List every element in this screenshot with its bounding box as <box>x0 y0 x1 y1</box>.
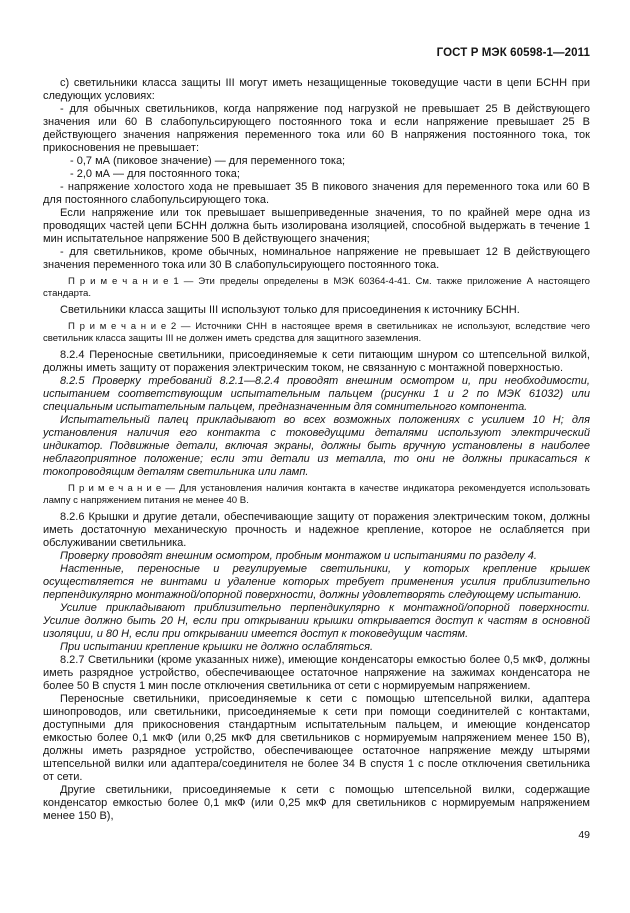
paragraph: Светильники класса защиты III используют только для присоединения к источнику БСНН. <box>60 304 520 316</box>
paragraph: Если напряжение или ток превышает вышеприведенные значения, то по крайней мере одна из проводящих частей цепи БСНН должна быть изолирована изоляцией, способной выдержать в течение 1 мин испытательное напряжение 500 В действующего значения; <box>43 207 590 245</box>
paragraph: - 2,0 мА — для постоянного тока; <box>70 168 240 180</box>
paragraph: - напряжение холостого хода не превышает 35 В пикового значения для переменного тока или 60 В для постоянного слабопульсирующего тока. <box>43 181 590 206</box>
document-body <box>43 77 590 823</box>
paragraph: - 0,7 мА (пиковое значение) — для переменного тока; <box>70 155 346 167</box>
paragraph: Другие светильники, присоединяемые к сети с помощью штепсельной вилки, содержащие конденсатор емкостью более 0,1 мкФ (или 0,25 мкФ для светильников с нормируемым напряжением менее 150 В), <box>43 784 590 822</box>
document-header <box>43 47 590 59</box>
paragraph: П р и м е ч а н и е — Для установления наличия контакта в качестве индикатора рекомендуется использовать лампу с напряжением питания не менее 40 В. <box>43 483 590 506</box>
paragraph: с) светильники класса защиты III могут иметь незащищенные токоведущие части в цепи БСНН при следующих условиях: <box>43 77 590 102</box>
paragraph: При испытании крепление крышки не должно ослабляться. <box>60 641 374 653</box>
paragraph: П р и м е ч а н и е 2 — Источники СНН в настоящее время в светильниках не используют, вследствие чего светильник класса защиты III не должен иметь средства для защитного заземления. <box>43 321 590 344</box>
paragraph: - для обычных светильников, когда напряжение под нагрузкой не превышает 25 В действующего значения или 60 В слабопульсирующего постоянного тока и если напряжение превышает 25 В действующего значения напряжения переменного тока или 60 В напряжения постоянного тока, ток прикосновения не превышает: <box>43 103 590 154</box>
paragraph: 8.2.7 Светильники (кроме указанных ниже), имеющие конденсаторы емкостью более 0,5 мкФ, должны иметь разрядное устройство, обеспечивающее остаточное напряжение на зажимах конденсатора не более 50 В спустя 1 мин после отключения светильника от сети с нормируемым напряжением. <box>43 654 590 692</box>
paragraph: 8.2.5 Проверку требований 8.2.1—8.2.4 проводят внешним осмотром и, при необходимости, испытанием соответствующим испытательным пальцем (рисунки 1 и 2 по МЭК 61032) или специальным испытательным пальцем, предназначенным для сомнительного компонента. <box>43 375 590 413</box>
paragraph: Переносные светильники, присоединяемые к сети с помощью штепсельной вилки, адаптера шинопроводов, или светильники, присоединяемые к сети при помощи соединителей с контактами, доступными для прикосновения стандартным испытательным пальцем, и имеющие конденсатор емкостью более 0,1 мкФ (или 0,25 мкФ для светильников с нормируемым напряжением менее 150 В), должны иметь разрядное устройство, обеспечивающее остаточное напряжение между штырями штепсельной вилки или адаптера/соединителя не более 34 В спустя 1 с после отключения светильника от сети. <box>43 693 590 783</box>
paragraph: Испытательный палец прикладывают во всех возможных положениях с усилием 10 Н; для установления наличия его контакта с токоведущими деталями используют электрический индикатор. Подвижные детали, включая экраны, должны быть вручную установлены в наиболее неблагоприятное положение; если эти детали из металла, то они не должны прикасаться к токопроводящим деталям светильника или ламп. <box>43 414 590 478</box>
paragraph: 8.2.4 Переносные светильники, присоединяемые к сети питающим шнуром со штепсельной вилкой, должны иметь защиту от поражения электрическим током, не связанную с монтажной поверхностью. <box>43 349 590 374</box>
paragraph: - для светильников, кроме обычных, номинальное напряжение не превышает 12 В действующего значения переменного тока или 30 В слабопульсирующего постоянного тока. <box>43 246 590 271</box>
paragraph: П р и м е ч а н и е 1 — Эти пределы определены в МЭК 60364-4-41. См. также приложение А настоящего стандарта. <box>43 276 590 299</box>
paragraph: 8.2.6 Крышки и другие детали, обеспечивающие защиту от поражения электрическим током, должны иметь достаточную механическую прочность и надежное крепление, которое не ослабляется при обслуживании светильника. <box>43 511 590 549</box>
paragraph: Проверку проводят внешним осмотром, пробным монтажом и испытаниями по разделу 4. <box>60 550 537 562</box>
doc-code: ГОСТ Р МЭК 60598-1—2011 <box>436 47 590 59</box>
paragraph: Настенные, переносные и регулируемые светильники, у которых крепление крышек осуществляется не винтами и удаление которых требует применения усилия приблизительно перпендикулярно монтажной/опорной поверхности, должны удовлетворять следующему испытанию. <box>43 563 590 601</box>
paragraph: Усилие прикладывают приблизительно перпендикулярно к монтажной/опорной поверхности. Усилие должно быть 20 Н, если при открывании крышки открывается доступ к частям в основной изоляции, и 80 Н, если при открывании имеется доступ к токоведущим частям. <box>43 602 590 640</box>
page-number: 49 <box>578 829 590 841</box>
